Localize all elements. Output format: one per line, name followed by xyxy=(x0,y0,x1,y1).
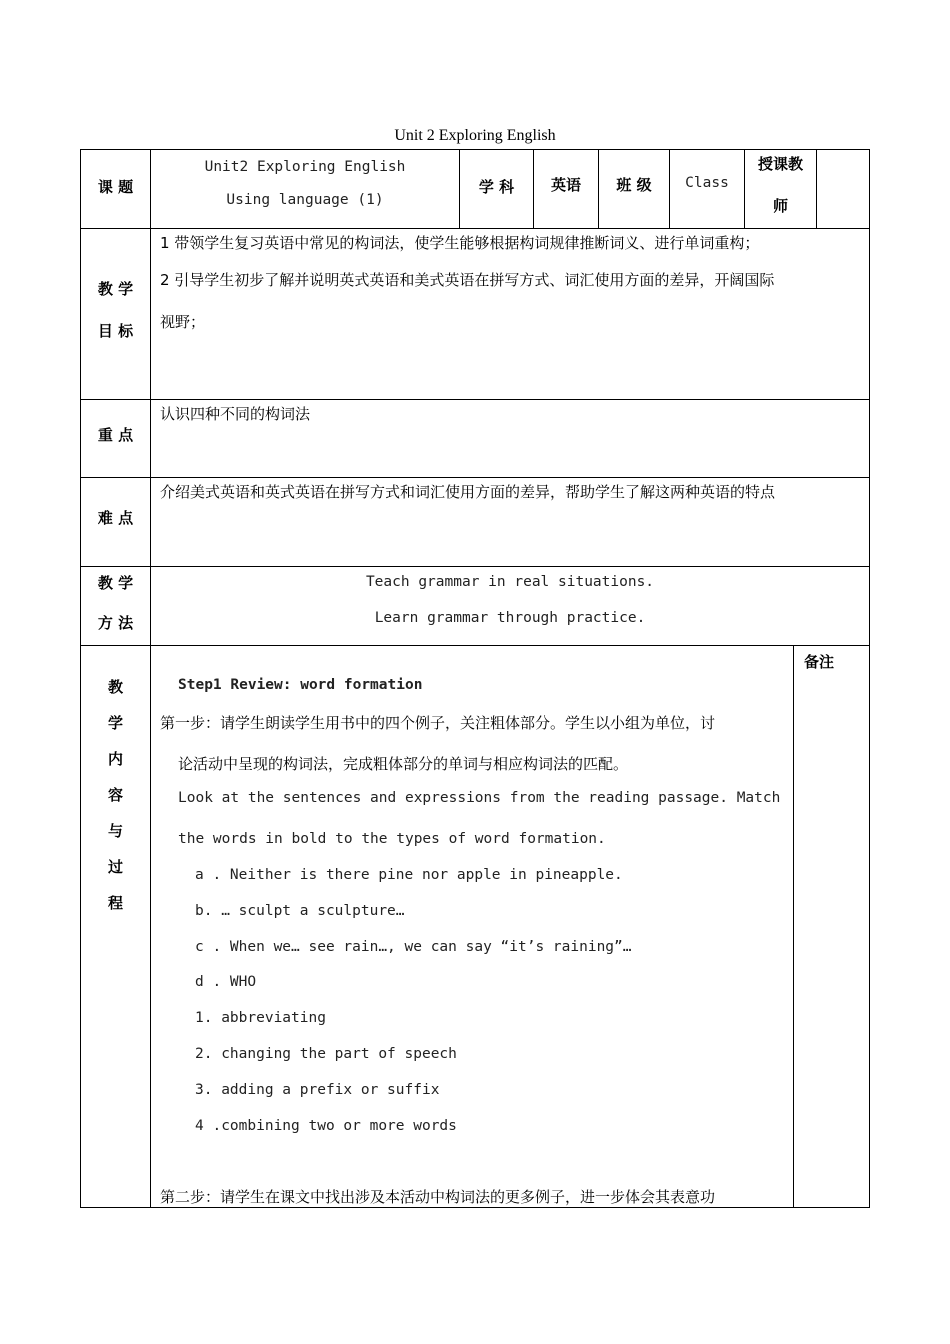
content-label-char: 教 xyxy=(107,678,123,696)
class-value: Class xyxy=(685,175,729,191)
class-label: 班 级 xyxy=(616,176,652,194)
topic-line-2: Using language (1) xyxy=(226,192,384,208)
content-label-char: 与 xyxy=(107,822,123,840)
content-label-char: 学 xyxy=(107,714,123,732)
step1-en-2: the words in bold to the types of word formation. xyxy=(178,831,606,847)
list-item: d . WHO xyxy=(195,974,257,990)
objectives-label-1: 教 学 xyxy=(97,280,134,298)
objectives-label-2: 目 标 xyxy=(97,322,134,340)
key-points-text: 认识四种不同的构词法 xyxy=(160,405,311,423)
content-label-char: 容 xyxy=(107,786,123,804)
objective-1: 1 带领学生复习英语中常见的构词法，使学生能够根据构词规律推断词义、进行单词重构； xyxy=(160,234,760,252)
page-title: Unit 2 Exploring English xyxy=(394,127,556,144)
content-label-char: 内 xyxy=(107,750,123,768)
key-points-label: 重 点 xyxy=(97,426,134,444)
step1-cn-2: 论活动中呈现的构词法，完成粗体部分的单词与相应构词法的匹配。 xyxy=(178,755,629,773)
step1-en-1: Look at the sentences and expressions from the reading passage. Match xyxy=(178,790,781,806)
subject-value: 英语 xyxy=(550,176,581,194)
list-item: 4 .combining two or more words xyxy=(195,1118,457,1134)
topic-label: 课 题 xyxy=(97,178,134,196)
difficulties-label: 难 点 xyxy=(97,509,134,527)
content-label-char: 程 xyxy=(107,894,123,912)
list-item: 3. adding a prefix or suffix xyxy=(195,1082,440,1098)
teacher-label-1: 授课教 xyxy=(757,155,803,173)
objective-2: 2 引导学生初步了解并说明英式英语和美式英语在拼写方式、词汇使用方面的差异，开阔国际 xyxy=(160,271,775,289)
list-item: 1. abbreviating xyxy=(195,1010,326,1026)
step1-cn-1: 第一步：请学生朗读学生用书中的四个例子，关注粗体部分。学生以小组为单位，讨 xyxy=(160,714,716,732)
step1-title: Step1 Review: word formation xyxy=(178,677,423,693)
list-item: b. … sculpt a sculpture… xyxy=(195,903,405,919)
difficulties-text: 介绍美式英语和英式英语在拼写方式和词汇使用方面的差异，帮助学生了解这两种英语的特点 xyxy=(160,483,776,501)
method-1: Teach grammar in real situations. xyxy=(365,574,655,590)
methods-label-1: 教 学 xyxy=(97,574,134,592)
topic-line-1: Unit2 Exploring English xyxy=(204,159,406,175)
subject-label: 学 科 xyxy=(478,178,515,196)
list-item: c . When we… see rain…, we can say “it’s raining”… xyxy=(195,939,632,955)
notes-label: 备注 xyxy=(804,653,835,671)
objective-3: 视野； xyxy=(160,313,206,331)
methods-label-2: 方 法 xyxy=(97,614,134,632)
list-item: 2. changing the part of speech xyxy=(195,1046,457,1062)
content-label-char: 过 xyxy=(107,858,123,876)
method-2: Learn grammar through practice. xyxy=(374,610,646,626)
teacher-label-2: 师 xyxy=(772,197,788,215)
list-item: a . Neither is there pine nor apple in pineapple. xyxy=(195,867,623,883)
step2-cn: 第二步：请学生在课文中找出涉及本活动中构词法的更多例子，进一步体会其表意功 xyxy=(160,1188,716,1206)
